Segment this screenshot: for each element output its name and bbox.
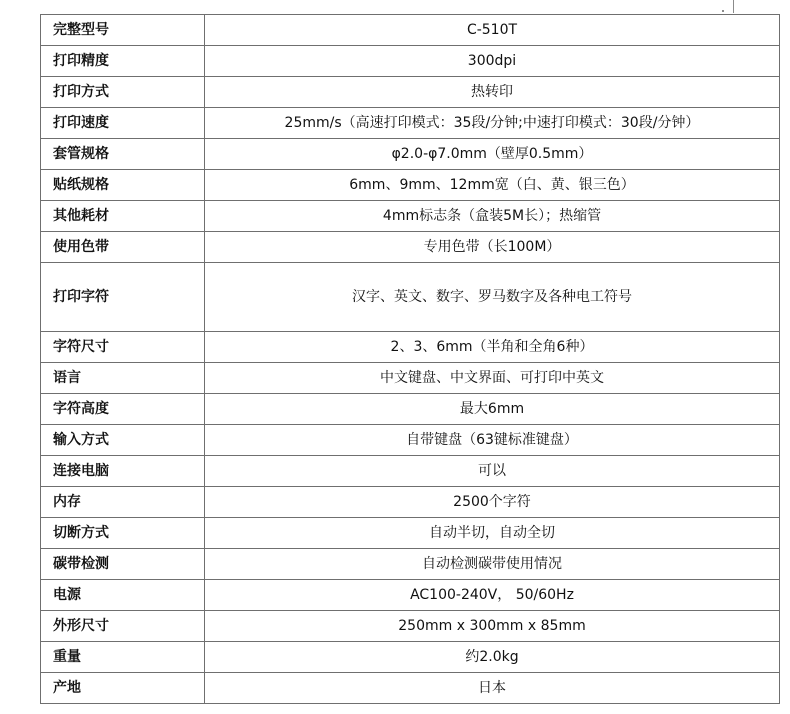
table-row (41, 611, 780, 642)
row-label: 语言 (41, 363, 205, 394)
table-row (41, 394, 780, 425)
row-label: 电源 (41, 580, 205, 611)
row-value: 最大6mm (205, 394, 780, 425)
table-row (41, 456, 780, 487)
spec-table (40, 14, 780, 704)
row-label: 打印精度 (41, 46, 205, 77)
table-row (41, 363, 780, 394)
row-value: 4mm标志条（盒装5M长）；热缩管 (205, 201, 780, 232)
row-value: 日本 (205, 673, 780, 704)
table-row (41, 673, 780, 704)
corner-dot (722, 10, 724, 12)
row-value: 自动半切，自动全切 (205, 518, 780, 549)
table-row (41, 15, 780, 46)
table-row (41, 263, 780, 332)
row-label: 外形尺寸 (41, 611, 205, 642)
row-label: 打印速度 (41, 108, 205, 139)
table-row (41, 518, 780, 549)
table-row (41, 170, 780, 201)
row-label: 字符高度 (41, 394, 205, 425)
row-label: 产地 (41, 673, 205, 704)
row-label: 使用色带 (41, 232, 205, 263)
row-value: φ2.0-φ7.0mm（壁厚0.5mm） (205, 139, 780, 170)
table-row (41, 232, 780, 263)
row-label: 输入方式 (41, 425, 205, 456)
row-value: 热转印 (205, 77, 780, 108)
row-value: C-510T (205, 15, 780, 46)
row-value: 自带键盘（63键标准键盘） (205, 425, 780, 456)
row-label: 连接电脑 (41, 456, 205, 487)
row-value: 25mm/s（高速打印模式：35段/分钟;中速打印模式：30段/分钟） (205, 108, 780, 139)
row-label: 贴纸规格 (41, 170, 205, 201)
table-row (41, 642, 780, 673)
row-value: 250mm x 300mm x 85mm (205, 611, 780, 642)
row-label: 切断方式 (41, 518, 205, 549)
row-value: 自动检测碳带使用情况 (205, 549, 780, 580)
table-row (41, 332, 780, 363)
table-row (41, 425, 780, 456)
row-value: 约2.0kg (205, 642, 780, 673)
row-value: 专用色带（长100M） (205, 232, 780, 263)
row-value: 300dpi (205, 46, 780, 77)
table-row (41, 201, 780, 232)
table-row (41, 46, 780, 77)
row-label: 打印方式 (41, 77, 205, 108)
table-row (41, 108, 780, 139)
table-row (41, 580, 780, 611)
row-label: 重量 (41, 642, 205, 673)
table-row (41, 487, 780, 518)
row-label: 其他耗材 (41, 201, 205, 232)
row-value: AC100-240V， 50/60Hz (205, 580, 780, 611)
row-label: 套管规格 (41, 139, 205, 170)
table-row (41, 139, 780, 170)
row-value: 6mm、9mm、12mm宽（白、黄、银三色） (205, 170, 780, 201)
row-label: 字符尺寸 (41, 332, 205, 363)
corner-mark (733, 0, 734, 13)
row-label: 打印字符 (41, 263, 205, 332)
row-label: 完整型号 (41, 15, 205, 46)
row-value: 可以 (205, 456, 780, 487)
table-row (41, 77, 780, 108)
row-label: 内存 (41, 487, 205, 518)
row-value: 中文键盘、中文界面、可打印中英文 (205, 363, 780, 394)
row-value: 2500个字符 (205, 487, 780, 518)
row-value: 2、3、6mm（半角和全角6种） (205, 332, 780, 363)
table-row (41, 549, 780, 580)
row-label: 碳带检测 (41, 549, 205, 580)
row-value: 汉字、英文、数字、罗马数字及各种电工符号 (205, 263, 780, 332)
